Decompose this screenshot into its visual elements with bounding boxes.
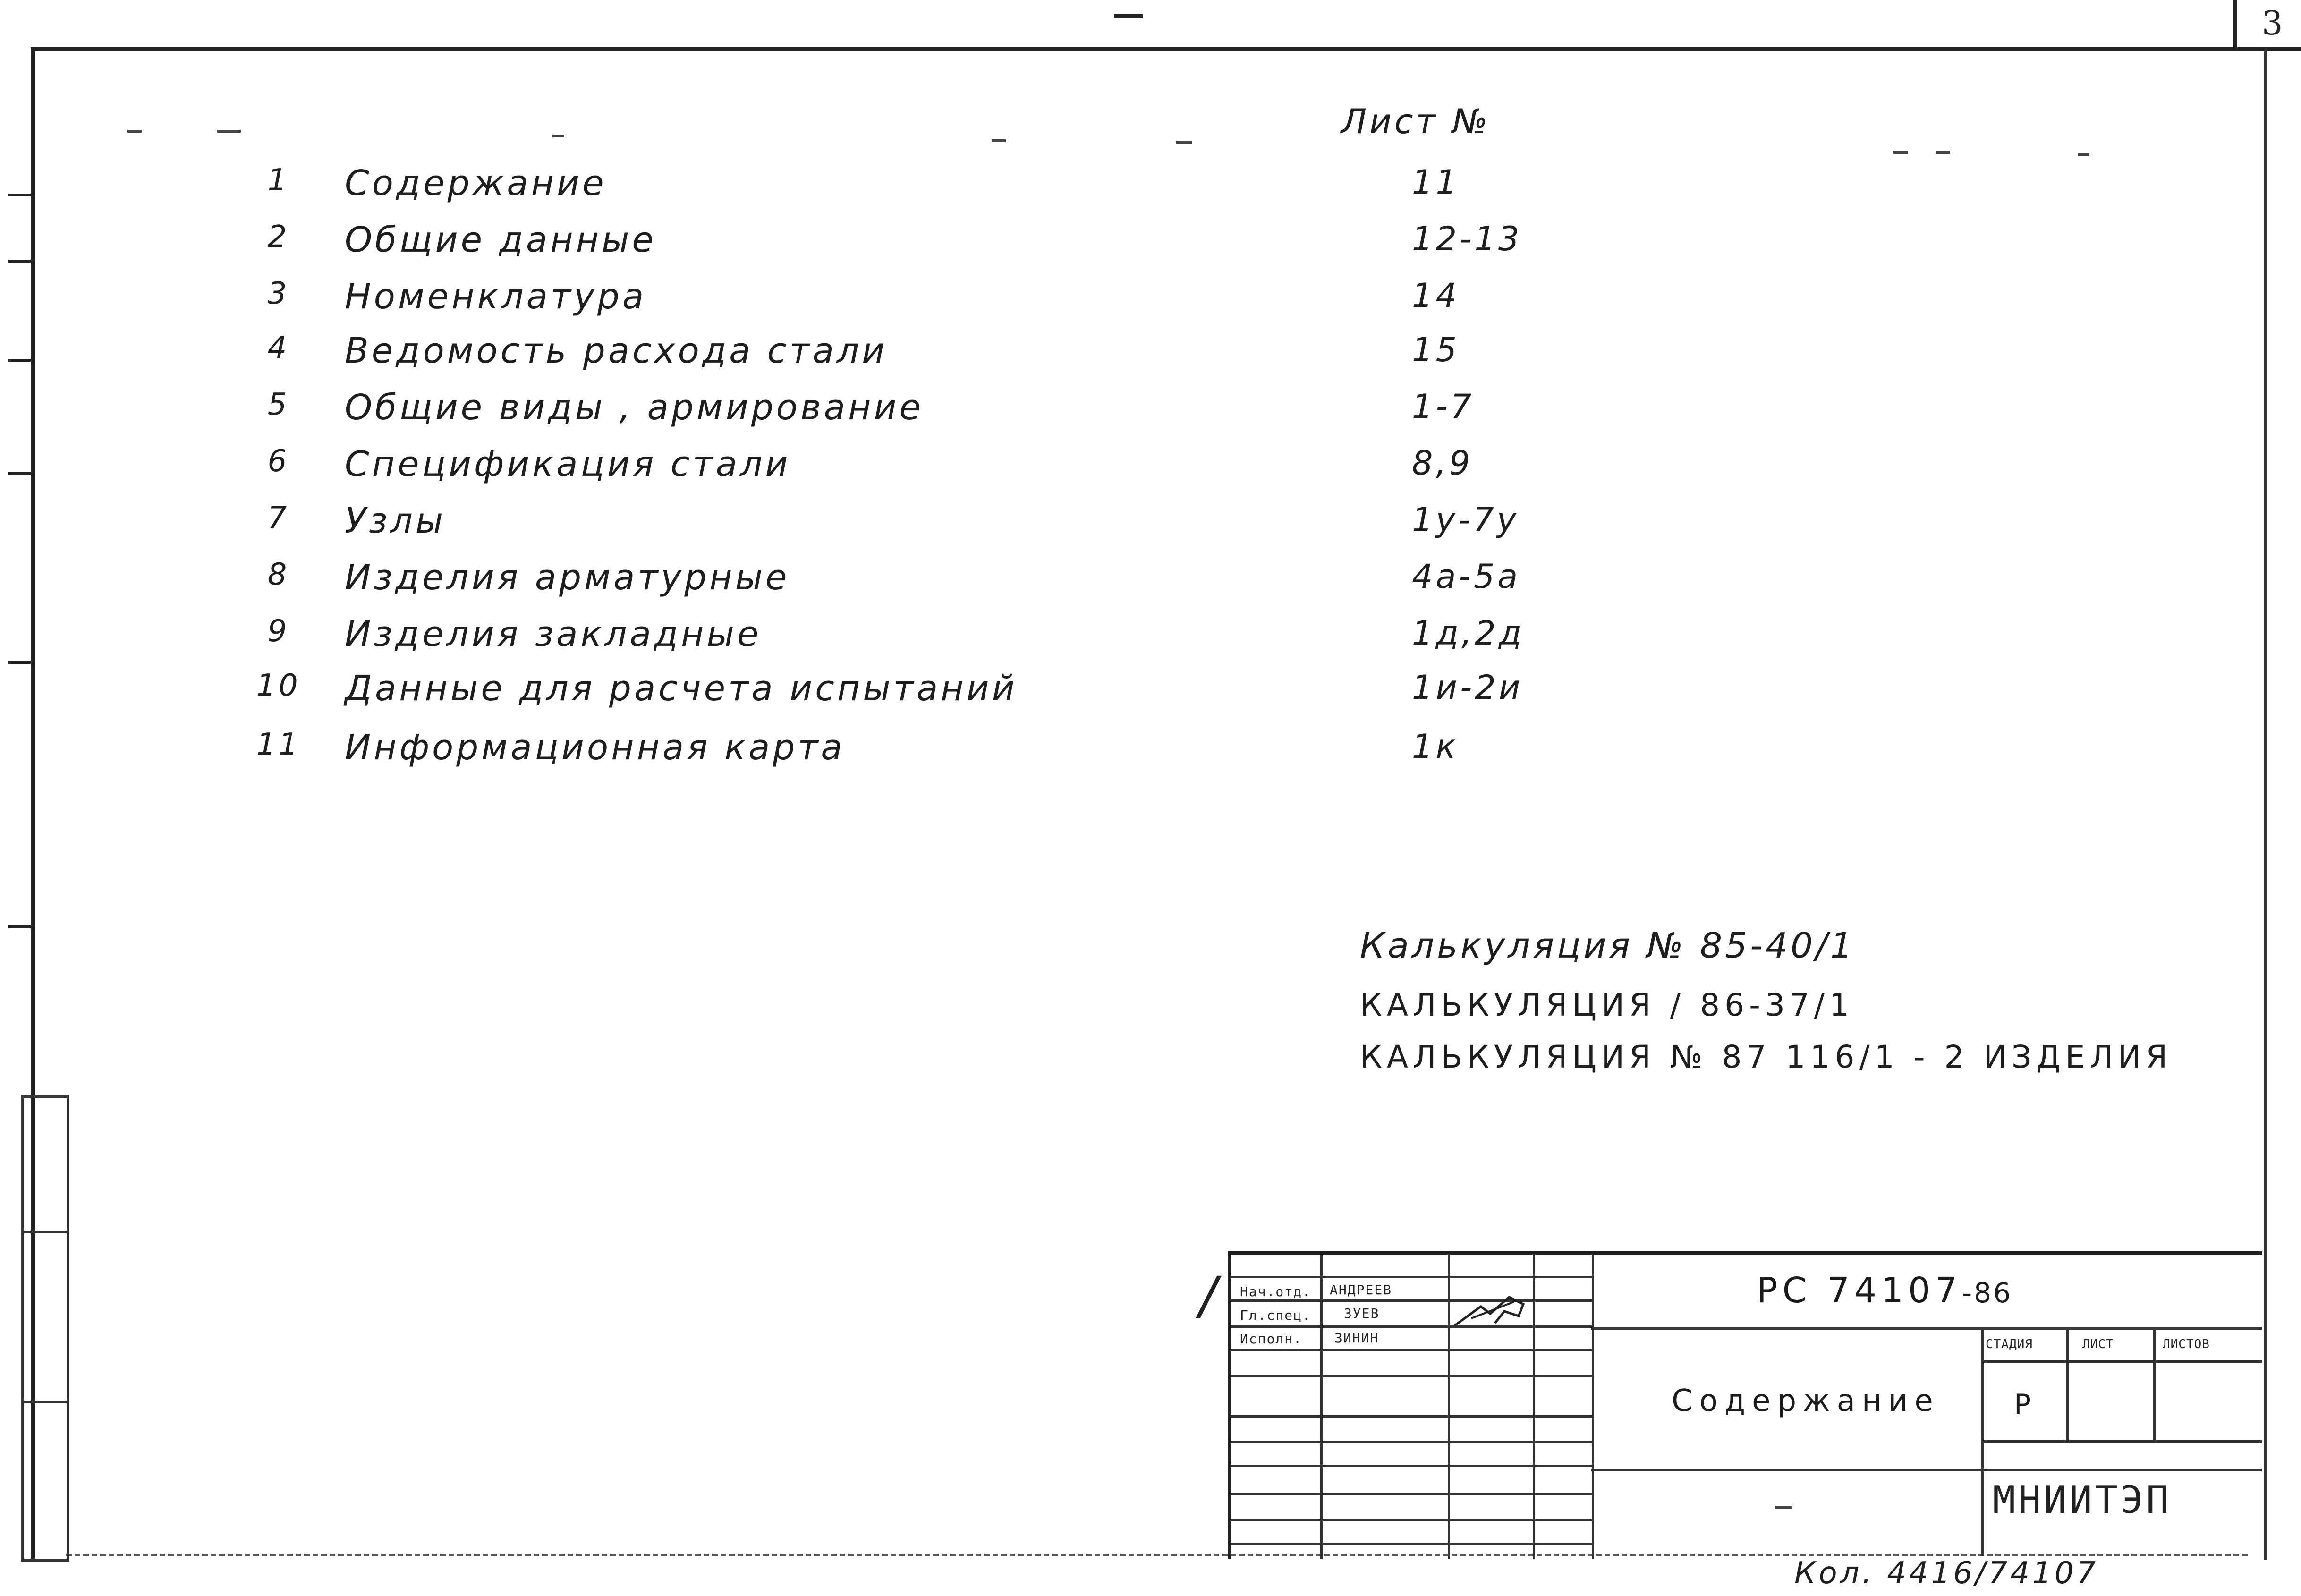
- stamp-row-line: [1231, 1276, 1594, 1278]
- item-title: Содержание: [345, 163, 607, 204]
- side-box-divider: [24, 1401, 67, 1403]
- item-number: 5: [267, 387, 290, 422]
- dash-mark: [1893, 151, 1908, 154]
- document-name: Содержание: [1672, 1384, 1940, 1418]
- binding-tick: [8, 925, 32, 928]
- binding-tick: [8, 661, 32, 664]
- stamp-row-line: [1231, 1441, 1594, 1443]
- item-title: Изделия закладные: [345, 614, 762, 654]
- stage-value: Р: [2014, 1388, 2031, 1421]
- stage-header: СТАДИЯ: [1986, 1337, 2033, 1351]
- stamp-row-line: [1231, 1375, 1594, 1377]
- stamp-row-line: [1231, 1299, 1594, 1302]
- stamp-row-line: [1231, 1325, 1594, 1328]
- stamp-role: Исполн.: [1240, 1331, 1303, 1347]
- item-number: 10: [256, 668, 301, 703]
- binding-tick: [8, 194, 32, 196]
- item-number: 9: [267, 614, 290, 649]
- document-code-year: -86: [1962, 1277, 2012, 1309]
- item-number: 1: [267, 163, 290, 198]
- stamp-role: Нач.отд.: [1240, 1284, 1311, 1299]
- stamp-row-line: [1231, 1493, 1594, 1495]
- calculation-line: КАЛЬКУЛЯЦИЯ № 87 116/1 - 2 ИЗДЕЛИЯ: [1360, 1039, 2173, 1075]
- slash-mark: /: [1199, 1265, 1217, 1326]
- item-title: Данные для расчета испытаний: [345, 668, 1018, 709]
- item-sheets: 4а-5а: [1412, 557, 1521, 596]
- top-mark: [1114, 14, 1143, 18]
- dash-mark: [2078, 153, 2089, 156]
- item-sheets: 1к: [1412, 727, 1459, 766]
- calculation-line: КАЛЬКУЛЯЦИЯ / 86-37/1: [1360, 987, 1854, 1023]
- item-title: Информационная карта: [345, 727, 845, 768]
- binding-tick: [8, 260, 32, 263]
- binding-tick: [8, 359, 32, 362]
- item-number: 3: [267, 276, 290, 311]
- sheets-header: ЛИСТОВ: [2163, 1337, 2210, 1351]
- stamp-row-line: [1231, 1349, 1594, 1351]
- item-sheets: 12-13: [1412, 220, 1522, 258]
- dash-mark: [1775, 1506, 1792, 1509]
- stamp-row-line: [1231, 1543, 1594, 1545]
- item-sheets: 1д,2д: [1412, 614, 1525, 653]
- stamp-divider: [1591, 1469, 2262, 1471]
- stamp-divider: [1981, 1360, 2262, 1363]
- dash-mark: [1936, 151, 1950, 154]
- dash-mark: [552, 135, 564, 137]
- item-sheets: 15: [1412, 331, 1460, 369]
- dash-mark: [992, 139, 1006, 142]
- item-title: Общие данные: [345, 220, 656, 260]
- dash-mark: [217, 130, 241, 133]
- side-box-divider: [24, 1231, 67, 1233]
- dash-mark: [127, 130, 142, 133]
- stamp-divider: [1981, 1440, 2262, 1443]
- binding-tick: [8, 472, 32, 475]
- stamp-row-line: [1231, 1519, 1594, 1521]
- item-number: 4: [267, 331, 290, 365]
- item-title: Ведомость расхода стали: [345, 331, 888, 371]
- dash-mark: [1176, 141, 1192, 144]
- document-code: [1757, 1270, 2012, 1311]
- item-sheets: 8,9: [1412, 444, 1473, 483]
- item-sheets: 1-7: [1412, 387, 1475, 426]
- page-number: 3: [2262, 4, 2283, 42]
- stamp-divider: [2066, 1327, 2069, 1440]
- item-number: 2: [267, 220, 290, 255]
- item-title: Изделия арматурные: [345, 557, 790, 598]
- stamp-divider: [2153, 1327, 2156, 1440]
- item-sheets: 14: [1412, 276, 1460, 315]
- stamp-role: Гл.спец.: [1240, 1307, 1311, 1323]
- item-number: 7: [267, 501, 290, 535]
- stamp-surname: АНДРЕЕВ: [1330, 1282, 1392, 1298]
- item-title: Общие виды , армирование: [345, 387, 924, 428]
- sheet-header: ЛИСТ: [2082, 1337, 2114, 1351]
- approval-side-box: [21, 1095, 69, 1562]
- item-title: Спецификация стали: [345, 444, 791, 484]
- organization-name: МНИИТЭП: [1993, 1478, 2172, 1522]
- stamp-divider: [1591, 1327, 2262, 1330]
- stamp-surname: ЗУЕВ: [1344, 1306, 1380, 1321]
- stamp-row-line: [1231, 1465, 1594, 1467]
- item-number: 11: [256, 727, 301, 762]
- item-title: Номенклатура: [345, 276, 647, 317]
- stamp-surname: ЗИНИН: [1334, 1330, 1379, 1346]
- calculation-line: Калькуляция № 85-40/1: [1360, 925, 1856, 966]
- item-title: Узлы: [345, 501, 446, 541]
- sheet-column-header: Лист №: [1341, 102, 1491, 141]
- item-number: 8: [267, 557, 290, 592]
- item-sheets: 1и-2и: [1412, 668, 1523, 707]
- signature: [1452, 1288, 1533, 1330]
- item-sheets: 11: [1412, 163, 1460, 202]
- footer-note: Кол. 4416/74107: [1794, 1556, 2099, 1591]
- stamp-row-line: [1231, 1415, 1594, 1418]
- document-code-number: РС 74107: [1757, 1270, 1962, 1311]
- item-number: 6: [267, 444, 290, 479]
- item-sheets: 1у-7у: [1412, 501, 1520, 539]
